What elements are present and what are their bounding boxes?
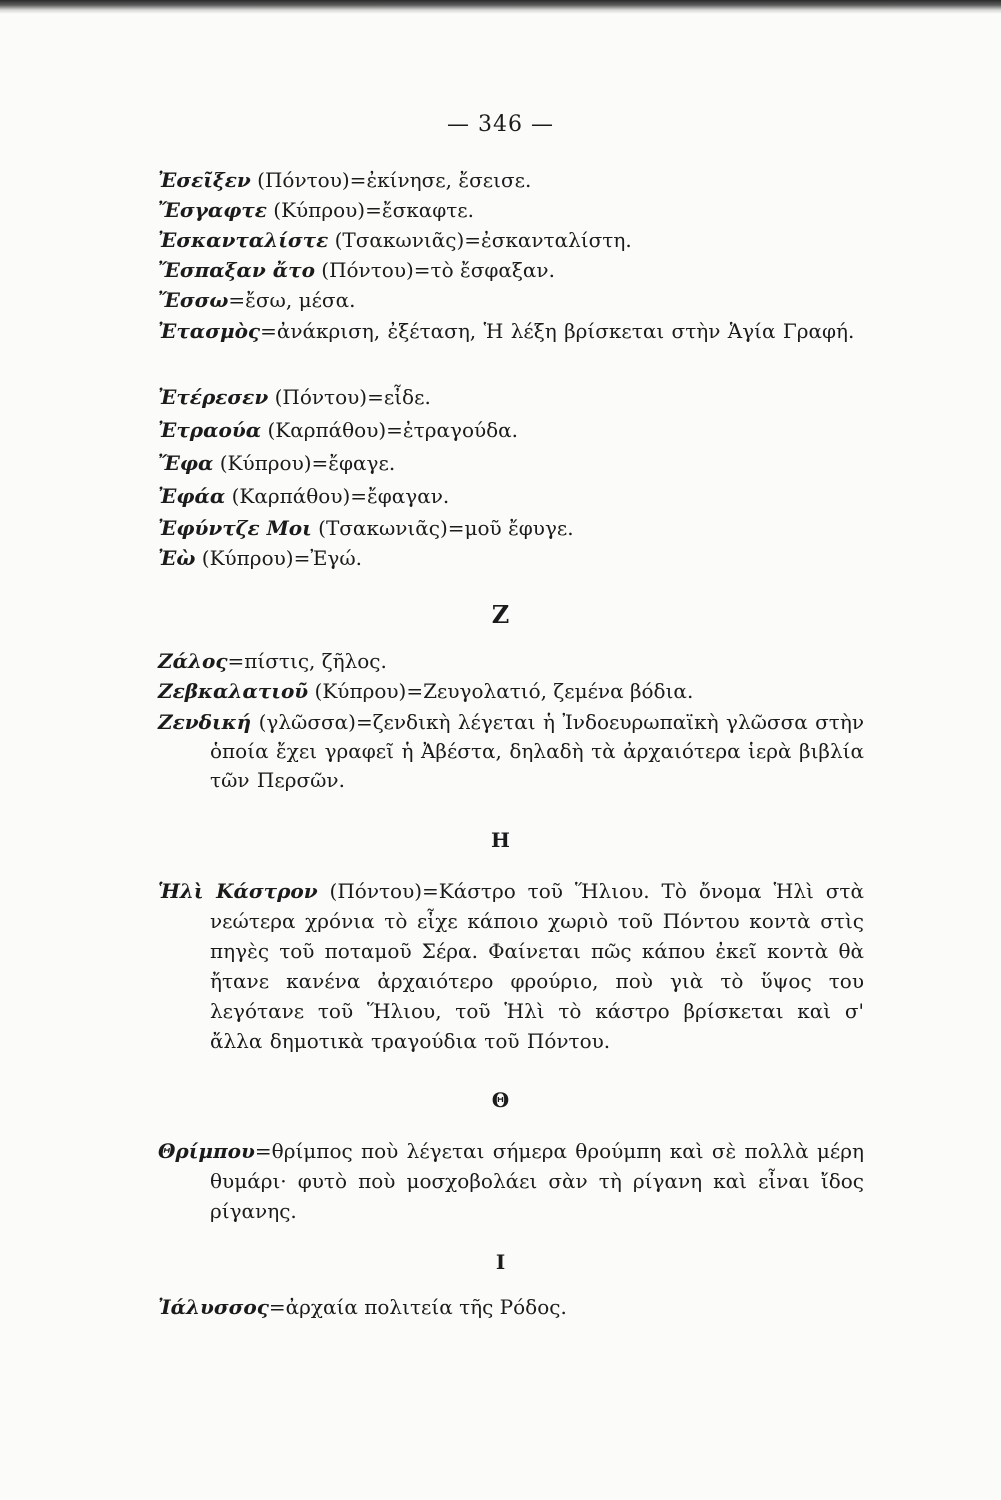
dictionary-entry xyxy=(158,1293,864,1321)
entry-definition: (Τσακωνιᾶς)=μοῦ ἔφυγε. xyxy=(311,516,574,540)
entry-headword: Ἐφάα xyxy=(158,484,226,508)
section-letter-h: Η xyxy=(491,828,510,852)
section-letter-i: Ι xyxy=(495,1250,506,1274)
entry-definition: (Κύπρου)=ἔσκαφτε. xyxy=(266,198,475,222)
entry-definition: (Πόντου)=ἐκίνησε, ἔσεισε. xyxy=(250,168,532,192)
entry-headword: Ἔφα xyxy=(158,451,214,475)
page-number: — 346 — xyxy=(447,112,554,137)
entry-definition: =ἔσω, μέσα. xyxy=(228,288,356,312)
dictionary-entry xyxy=(158,647,864,675)
entry-definition: =πίστις, ζῆλος. xyxy=(227,649,387,673)
entry-headword: Ζάλος xyxy=(158,649,228,673)
page-top-edge xyxy=(0,0,1001,14)
dictionary-entry xyxy=(158,449,864,477)
dictionary-entry xyxy=(158,876,864,1056)
entry-headword: Ἔσπαξαν ἄτο xyxy=(158,258,315,282)
section-letter-th: Θ xyxy=(491,1088,510,1112)
dictionary-entry xyxy=(158,1136,864,1226)
dictionary-entry xyxy=(158,317,864,345)
entry-definition: (Τσακωνιᾶς)=ἐσκανταλίστη. xyxy=(328,228,632,252)
entry-headword: Ἔσγαφτε xyxy=(158,198,267,222)
entry-headword: Ἐσκανταλίστε xyxy=(158,228,329,252)
entry-definition: =ἀρχαία πολιτεία τῆς Ρόδος. xyxy=(268,1295,567,1319)
entry-definition: (Καρπάθου)=ἐτραγούδα. xyxy=(261,418,519,442)
entry-headword: Θρίμπου xyxy=(158,1139,255,1163)
section-letter-z: Ζ xyxy=(491,600,510,629)
entry-definition: =ἀνάκριση, ἐξέταση, Ἡ λέξη βρίσκεται στὴν Ἁγία Γραφή. xyxy=(260,319,855,343)
entry-definition: (Πόντου)=τὸ ἔσφαξαν. xyxy=(314,258,555,282)
entry-headword: Ἔσσω xyxy=(158,288,229,312)
entry-headword: Ζενδική xyxy=(158,710,252,734)
entry-headword: Ἰάλυσσος xyxy=(158,1295,269,1319)
dictionary-entry xyxy=(158,166,864,194)
entry-headword: Ἐτέρεσεν xyxy=(158,385,269,409)
dictionary-entry xyxy=(158,514,864,542)
dictionary-entry xyxy=(158,544,864,572)
entry-definition: (γλῶσσα)=ζενδικὴ λέγεται ἡ Ἰνδοευρωπαϊκὴ γλῶσσα στὴν ὁποία ἔχει γραφεῖ ἡ Ἀβέστα, δηλαδὴ τὰ ἀρχαιότερα ἱερὰ βιβλία τῶν Περσῶν. xyxy=(210,710,864,792)
entry-headword: Ἐτραούα xyxy=(158,418,262,442)
entry-headword: Ἐσεῖξεν xyxy=(158,168,251,192)
dictionary-entry xyxy=(158,708,864,795)
dictionary-entry xyxy=(158,196,864,224)
entry-definition: (Κύπρου)=ἔφαγε. xyxy=(213,451,396,475)
entry-headword: Ζεβκαλατιοῦ xyxy=(158,679,309,703)
entry-headword: Ἐὼ xyxy=(158,546,196,570)
dictionary-entry xyxy=(158,383,864,411)
dictionary-entry xyxy=(158,677,864,705)
entry-definition: (Πόντου)=Κάστρο τοῦ Ἥλιου. Τὸ ὄνομα Ἡλὶ στὰ νεώτερα χρόνια τὸ εἶχε κάποιο χωριὸ τοῦ Πόντου κοντὰ στὶς πηγὲς τοῦ ποταμοῦ Σέρα. Φαίνεται πῶς κάπου ἐκεῖ κοντὰ θὰ ἤτανε κανένα ἀρχαιότερο φρούριο, ποὺ γιὰ τὸ ὕψος του λεγότανε τοῦ Ἥλιου, τοῦ Ἡλὶ τὸ κάστρο βρίσκεται καὶ σ' ἄλλα δημοτικὰ τραγούδια τοῦ Πόντου. xyxy=(210,879,864,1053)
entry-headword: Ἡλὶ Κάστρον xyxy=(158,879,318,903)
entry-definition: (Κύπρου)=Ζευγολατιό, ζεμένα βόδια. xyxy=(308,679,694,703)
entry-headword: Ἐφύντζε Μοι xyxy=(158,516,312,540)
entry-definition: =θρίμπος ποὺ λέγεται σήμερα θρούμπη καὶ σὲ πολλὰ μέρη θυμάρι· φυτὸ ποὺ μοσχοβολάει σὰν τὴ ρίγανη καὶ εἶναι ἴδος ρίγανης. xyxy=(210,1139,864,1223)
dictionary-entry xyxy=(158,256,864,284)
dictionary-entry xyxy=(158,226,864,254)
entry-definition: (Κύπρου)=Ἐγώ. xyxy=(195,546,363,570)
dictionary-entry xyxy=(158,416,864,444)
dictionary-entry xyxy=(158,482,864,510)
entry-definition: (Πόντου)=εἶδε. xyxy=(268,385,431,409)
entry-definition: (Καρπάθου)=ἔφαγαν. xyxy=(225,484,450,508)
entry-headword: Ἐτασμὸς xyxy=(158,319,261,343)
dictionary-entry xyxy=(158,286,864,314)
